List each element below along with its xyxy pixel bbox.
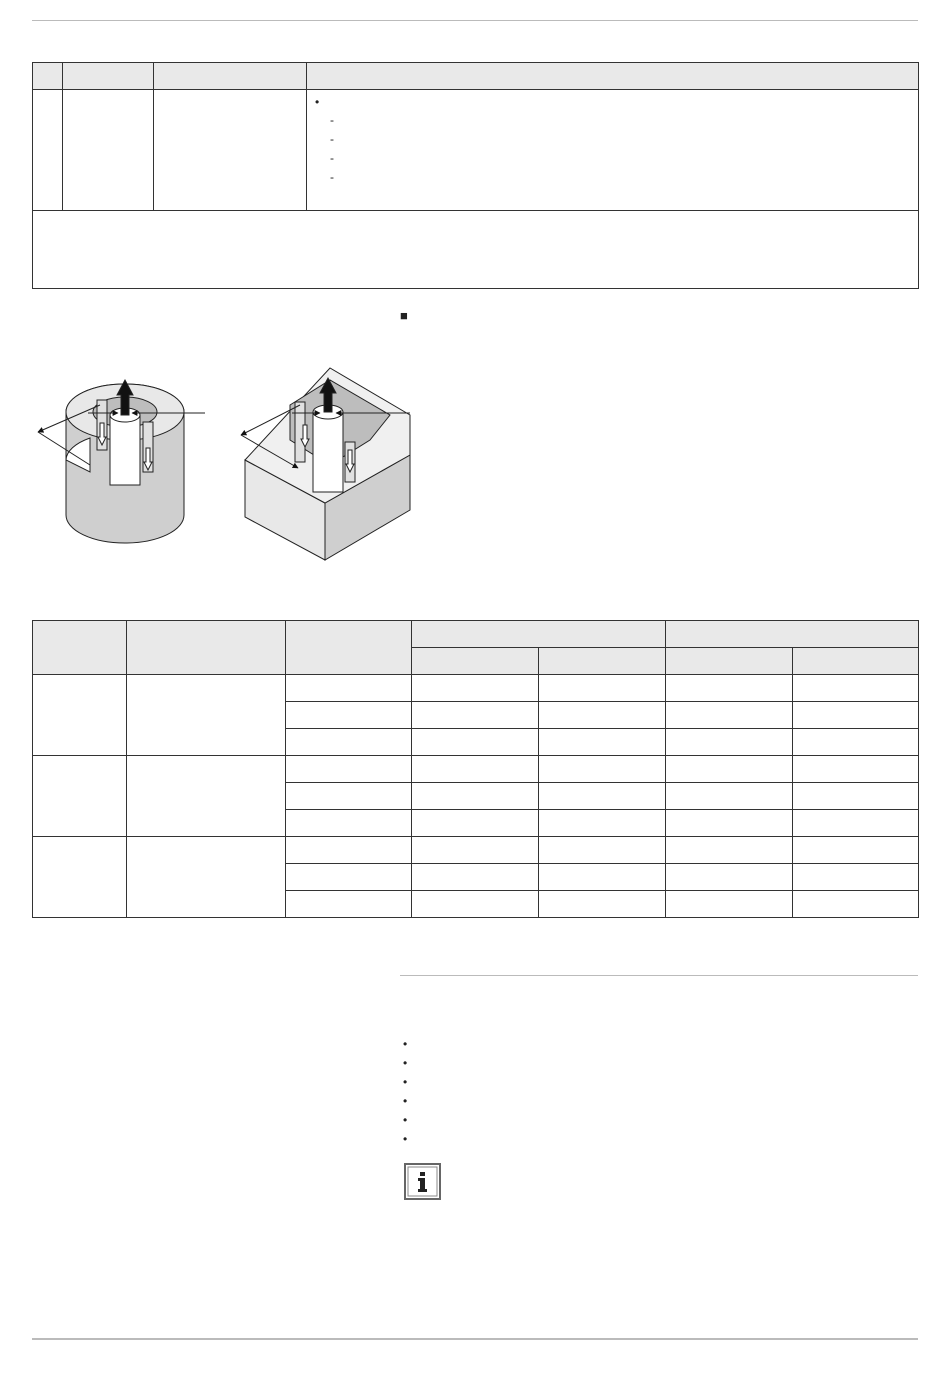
subheader-cell [793, 648, 919, 675]
cell [33, 756, 127, 837]
header-cell [286, 621, 412, 675]
header-cell [412, 621, 666, 648]
table-dash: - [330, 170, 334, 184]
footer-rule [32, 1338, 918, 1340]
top-table-row [33, 90, 919, 211]
cell [33, 675, 127, 756]
cell [33, 837, 127, 918]
cell [154, 90, 307, 211]
subheader-cell [539, 648, 666, 675]
cell [63, 90, 154, 211]
cell [307, 90, 919, 211]
cell [127, 675, 286, 756]
header-cell [33, 63, 63, 90]
header-cell [127, 621, 286, 675]
table-bullet: • [315, 95, 320, 109]
list-bullet: • [403, 1037, 408, 1051]
list-bullet: • [403, 1075, 408, 1089]
cell [33, 90, 63, 211]
section-rule [400, 975, 918, 976]
cell [127, 837, 286, 918]
chimney-figure [30, 360, 450, 565]
table-row [33, 756, 919, 783]
list-bullet: • [403, 1132, 408, 1146]
header-cell [666, 621, 919, 648]
top-table-header-row [33, 63, 919, 90]
table-dash: - [330, 113, 334, 127]
dimensions-table [32, 620, 919, 918]
section-marker: ■ [400, 308, 408, 323]
top-table-note-row [33, 211, 919, 289]
header-cell [154, 63, 307, 90]
top-rule [32, 20, 918, 21]
table-dash: - [330, 132, 334, 146]
table-row [33, 837, 919, 864]
list-bullet: • [403, 1056, 408, 1070]
cell [127, 756, 286, 837]
table-row [33, 675, 919, 702]
header-cell [307, 63, 919, 90]
note-cell [33, 211, 919, 289]
cylinder-duct-drawing [38, 380, 205, 543]
header-cell [63, 63, 154, 90]
list-bullet: • [403, 1094, 408, 1108]
info-icon [404, 1163, 441, 1200]
square-duct-drawing [241, 368, 410, 560]
table-dash: - [330, 151, 334, 165]
header-cell [33, 621, 127, 675]
list-bullet: • [403, 1113, 408, 1127]
subheader-cell [412, 648, 539, 675]
subheader-cell [666, 648, 793, 675]
top-table [32, 62, 919, 289]
